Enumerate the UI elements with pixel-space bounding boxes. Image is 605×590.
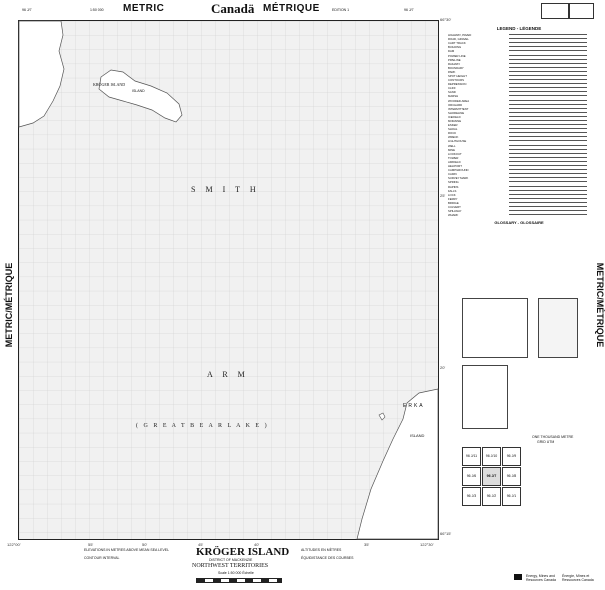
long-label-35: 35'	[364, 542, 370, 547]
legend-label: TOWER	[448, 155, 459, 160]
legend-symbol	[509, 214, 587, 216]
legend-symbol	[509, 79, 587, 81]
legend-label: CART TRACK	[448, 41, 466, 46]
coord-top-right: 66°30'	[440, 17, 452, 22]
footer-district: DISTRICT OF MACKENZIE	[209, 558, 253, 562]
legend-label: SPILLWAY	[448, 209, 462, 214]
legend-label: ROAD, GRAVEL	[448, 37, 469, 42]
legend-label: ESKER	[448, 123, 458, 128]
legend-label: HELIPORT	[448, 164, 462, 169]
legend-symbol	[509, 116, 587, 118]
legend-symbol	[509, 140, 587, 142]
index-cell: 96 J/9	[502, 447, 521, 466]
legend-label: AIRFIELD	[448, 159, 461, 164]
legend-panel	[448, 26, 590, 266]
legend-label: DEPRESSION	[448, 82, 467, 87]
index-cell: 96 J/1	[502, 487, 521, 506]
legend-label: SPRING	[448, 180, 459, 185]
legend-row	[448, 213, 590, 217]
metric-left: METRIC	[123, 3, 165, 14]
legend-label: ORCHARD	[448, 102, 463, 107]
legend-label: MARSH	[448, 94, 459, 99]
declination-diagram	[462, 298, 528, 358]
legend-symbol	[509, 149, 587, 151]
side-label-text: METRIC/MÉTRIQUE	[4, 262, 14, 348]
legend-label: FERRY	[448, 196, 458, 201]
legend-symbol	[509, 132, 587, 134]
legend-symbol	[509, 120, 587, 122]
erka-label: ERKA	[403, 403, 425, 409]
legend-symbol	[509, 136, 587, 138]
legend-symbol	[509, 42, 587, 44]
canada-wordmark: Canadä	[211, 1, 255, 16]
legend-label: CAMPGROUND	[448, 168, 469, 173]
legend-symbol	[509, 198, 587, 200]
legend-label: SURVEY MARK	[448, 176, 469, 181]
erka-island-label: ISLAND	[410, 433, 425, 438]
index-cell: 96 J/7	[482, 467, 501, 486]
smith-label: S M I T H	[191, 185, 260, 194]
legend-symbol	[509, 206, 587, 208]
legend-symbol	[509, 71, 587, 73]
legend-symbol	[509, 169, 587, 171]
legend-label: POWER LINE	[448, 53, 466, 58]
island-small-label: ISLAND	[132, 89, 145, 93]
footer-title: KRÖGER ISLAND	[196, 546, 290, 558]
footer-elev-right: ALTITUDES EN MÈTRES	[301, 548, 342, 552]
legend-label: CONTOURS	[448, 78, 464, 83]
legend-label: BUILDING	[448, 45, 462, 50]
legend-rows	[448, 33, 590, 217]
footer-territory: NORTHWEST TERRITORIES	[192, 563, 269, 569]
legend-label: MORAINE	[448, 119, 462, 124]
index-cell: 96 J/2	[482, 487, 501, 506]
legend-symbol	[509, 67, 587, 69]
legend-symbol	[509, 38, 587, 40]
lat-label-25: 25'	[440, 193, 446, 198]
sheet-number-right: 96 J/7	[404, 8, 414, 12]
legend-label: RAPIDS	[448, 184, 459, 189]
legend-label: ICEFIELD	[448, 114, 461, 119]
index-cell: 96 J/10	[482, 447, 501, 466]
legend-symbol	[509, 153, 587, 155]
reference-box-2	[568, 3, 594, 19]
side-label-right	[595, 260, 605, 350]
legend-label: PIPELINE	[448, 57, 461, 62]
legend-symbol	[509, 173, 587, 175]
legend-label: SAND	[448, 90, 456, 95]
legend-symbol	[509, 75, 587, 77]
long-label-55: 55'	[88, 542, 94, 547]
dept-fr: Énergie, Mines et Ressources Canada	[562, 574, 594, 582]
index-cell: 96 J/6	[462, 467, 481, 486]
footer-contour-right: ÉQUIDISTANCE DES COURBES	[301, 556, 354, 560]
legend-label: CLIFF	[448, 86, 456, 91]
legend-symbol	[509, 91, 587, 93]
legend-symbol	[509, 124, 587, 126]
legend-symbol	[509, 186, 587, 188]
legend-symbol	[509, 83, 587, 85]
legend-label: MINE	[448, 147, 455, 152]
legend-symbol	[509, 87, 587, 89]
legend-label: FALLS	[448, 188, 457, 193]
legend-symbol	[509, 181, 587, 183]
glossary-title: GLOSSARY - GLOSSAIRE	[494, 220, 544, 226]
arm-label: A R M	[207, 370, 249, 379]
coord-bottom-left: 122°00'	[7, 542, 21, 547]
legend-symbol	[509, 177, 587, 179]
long-label-45: 45'	[198, 542, 204, 547]
legend-label: WRECK	[448, 135, 459, 140]
legend-symbol	[509, 202, 587, 204]
lat-label-20: 20'	[440, 365, 446, 370]
legend-symbol	[509, 95, 587, 97]
coord-bottom-right-long: 122°30'	[420, 542, 434, 547]
legend-symbol	[509, 63, 587, 65]
long-label-50: 50'	[142, 542, 148, 547]
legend-symbol	[509, 145, 587, 147]
legend-label: WHARF	[448, 213, 459, 218]
legend-symbol	[509, 34, 587, 36]
legend-symbol	[509, 55, 587, 57]
dept-en: Energy, Mines and Resources Canada	[526, 574, 556, 582]
legend-symbol	[509, 46, 587, 48]
legend-label: BRIDGE	[448, 200, 459, 205]
legend-label: WELL	[448, 143, 456, 148]
footer-contour-left: CONTOUR INTERVAL	[84, 556, 120, 560]
legend-label: BOUNDARY	[448, 65, 464, 70]
legend-symbol	[509, 165, 587, 167]
map-canvas	[19, 21, 438, 539]
side-label-text-right: METRIC/MÉTRIQUE	[595, 262, 605, 348]
great-bear-label: ( G R E A T B E A R L A K E )	[136, 423, 269, 429]
legend-label: LOCK	[448, 192, 456, 197]
legend-label: DAM	[448, 49, 455, 54]
index-map	[462, 447, 522, 507]
island-name-label: KRÖGER ISLAND	[93, 82, 126, 87]
metric-right: MÉTRIQUE	[263, 3, 320, 14]
index-cell: 96 J/8	[502, 467, 521, 486]
legend-label: RAILWAY	[448, 61, 461, 66]
sheet-number-left: 96 J/7	[22, 8, 32, 12]
legend-symbol	[509, 112, 587, 114]
index-subtitle: GRID UTM	[537, 440, 555, 444]
legend-label: LIGHTHOUSE	[448, 139, 467, 144]
legend-title: LEGEND - LÉGENDE	[496, 26, 542, 31]
legend-symbol	[509, 108, 587, 110]
legend-symbol	[509, 50, 587, 52]
legend-label: INTERMITTENT	[448, 106, 469, 111]
canada-flag-icon	[514, 574, 522, 580]
reference-box	[541, 3, 570, 19]
legend-symbol	[509, 128, 587, 130]
legend-label: WOODED AREA	[448, 98, 470, 103]
coord-bottom-right: 66°15'	[440, 531, 452, 536]
legend-symbol	[509, 104, 587, 106]
legend-symbol	[509, 194, 587, 196]
edition-label: EDITION 1	[332, 8, 350, 12]
footer-scale: Scale 1:50 000 Échelle	[218, 571, 254, 575]
long-label-40: 40'	[254, 542, 260, 547]
legend-label: CULVERT	[448, 204, 461, 209]
legend-label: ROCK	[448, 131, 457, 136]
legend-symbol	[509, 100, 587, 102]
legend-label: HIGHWAY, PAVED	[448, 33, 472, 38]
index-cell: 96 J/3	[462, 487, 481, 506]
legend-symbol	[509, 161, 587, 163]
legend-label: SHOAL	[448, 127, 458, 132]
side-label-left	[4, 260, 14, 350]
legend-label: LOOKOUT	[448, 151, 462, 156]
map-frame[interactable]	[18, 20, 439, 540]
legend-symbol	[509, 210, 587, 212]
scale-label-left: 1:50 000	[90, 8, 104, 12]
legend-symbol	[509, 59, 587, 61]
index-title: ONE THOUSAND METRE	[532, 435, 574, 439]
legend-label: SHORELINE	[448, 110, 465, 115]
inset-box	[538, 298, 578, 358]
legend-label: SPOT HEIGHT	[448, 73, 467, 78]
footer-elev-left: ELEVATIONS IN METRES ABOVE MEAN SEA LEVEL	[84, 548, 170, 552]
notes-box	[462, 365, 508, 429]
legend-label: PARK	[448, 69, 456, 74]
scale-bar	[196, 578, 282, 583]
legend-symbol	[509, 157, 587, 159]
legend-label: CAIRN	[448, 172, 457, 177]
legend-symbol	[509, 190, 587, 192]
index-cell: 96 J/11	[462, 447, 481, 466]
